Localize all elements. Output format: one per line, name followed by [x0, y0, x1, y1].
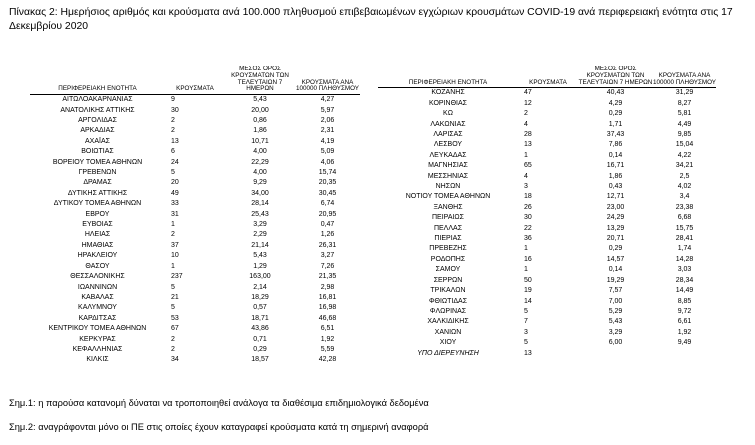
cases-cell: 1: [171, 262, 175, 270]
region-cell: ΙΩΑΝΝΙΝΩΝ: [77, 283, 118, 291]
table-row: [378, 140, 716, 150]
table-row: [30, 241, 360, 251]
table-row: [30, 137, 360, 147]
rate-cell: 3,4: [679, 193, 690, 201]
rate-cell: 15,75: [675, 224, 694, 232]
cases-cell: 24: [171, 158, 179, 166]
avg-cell: 7,00: [608, 297, 623, 305]
rate-cell: 7,26: [320, 262, 335, 270]
table-row: [30, 345, 360, 355]
cases-cell: 5: [171, 304, 175, 312]
region-cell: ΛΕΥΚΑΔΑΣ: [429, 151, 467, 159]
avg-cell: 4,29: [608, 99, 623, 107]
table-row: [378, 338, 716, 348]
table-row: [378, 255, 716, 265]
avg-cell: 20,71: [606, 235, 625, 243]
table-row: [30, 178, 360, 188]
table-row: [378, 182, 716, 192]
rate-cell: 2,5: [679, 172, 690, 180]
region-cell: ΦΛΩΡΙΝΑΣ: [429, 307, 467, 315]
table-row: [30, 335, 360, 345]
cases-cell: 31: [171, 210, 179, 218]
cases-cell: 1: [524, 266, 528, 274]
rate-cell: 6,74: [320, 200, 335, 208]
table-row: [378, 192, 716, 202]
cases-cell: 12: [524, 99, 532, 107]
table-row: [30, 324, 360, 334]
region-cell: ΒΟΙΩΤΙΑΣ: [81, 148, 114, 156]
avg-cell: 10,71: [251, 137, 269, 145]
avg-cell: 4,00: [253, 148, 267, 156]
cases-cell: 1: [524, 245, 528, 253]
rate-cell: 20,95: [318, 210, 337, 218]
table-row: [30, 168, 360, 178]
rate-cell: 42,28: [318, 356, 337, 364]
region-cell: ΗΡΑΚΛΕΙΟΥ: [77, 252, 118, 260]
region-cell: ΕΒΡΟΥ: [85, 210, 110, 218]
rate-cell: 20,35: [318, 179, 337, 187]
cases-cell: 3: [524, 328, 528, 336]
cases-cell: 5: [524, 339, 528, 347]
region-cell: ΚΕΦΑΛΛΗΝΙΑΣ: [72, 345, 123, 353]
rate-cell: 3,27: [320, 252, 335, 260]
table-row: [30, 189, 360, 199]
region-cell: ΚΟΡΙΝΘΙΑΣ: [429, 99, 467, 107]
avg-cell: 34,00: [251, 189, 269, 197]
header-avg: ΜΕΣΟΣ ΟΡΟΣ ΚΡΟΥΣΜΑΤΩΝ ΤΩΝ ΤΕΛΕΥΤΑΙΩΝ 7 ΗΜΕΡΩΝ: [231, 66, 289, 93]
cases-cell: 5: [171, 169, 175, 177]
rate-cell: 2,06: [320, 117, 335, 124]
table-row: [378, 109, 716, 119]
region-cell: ΜΑΓΝΗΣΙΑΣ: [428, 162, 468, 170]
cases-cell: 20: [171, 179, 179, 187]
cases-cell: 4: [524, 120, 528, 128]
cases-cell: 13: [524, 349, 532, 357]
rate-cell: 26,31: [318, 241, 337, 249]
region-cell: ΧΑΛΚΙΔΙΚΗΣ: [427, 318, 469, 326]
avg-cell: 20,00: [251, 106, 269, 114]
region-cell: ΒΟΡΕΙΟΥ ΤΟΜΕΑ ΑΘΗΝΩΝ: [52, 158, 143, 166]
cases-cell: 37: [171, 241, 179, 249]
avg-cell: 18,71: [251, 314, 269, 322]
cases-cell: 16: [524, 255, 532, 263]
avg-cell: 28,14: [251, 200, 269, 208]
avg-cell: 163,00: [249, 273, 271, 281]
region-cell: ΥΠΟ ΔΙΕΡΕΥΝΗΣΗ: [417, 349, 479, 357]
table-row: [378, 88, 716, 99]
rate-cell: 4,19: [320, 137, 335, 145]
region-cell: ΚΑΡΔΙΤΣΑΣ: [78, 314, 117, 322]
avg-cell: 0,14: [608, 151, 623, 159]
rate-cell: 4,22: [677, 151, 692, 159]
header-cases: ΚΡΟΥΣΜΑΤΑ: [176, 85, 214, 93]
cases-cell: 26: [524, 203, 532, 211]
rate-cell: 1,92: [677, 328, 692, 336]
table-row: [378, 120, 716, 130]
cases-cell: 53: [171, 314, 179, 322]
region-cell: ΣΑΜΟΥ: [435, 266, 461, 274]
region-cell: ΛΑΚΩΝΙΑΣ: [430, 120, 466, 128]
table-row: [30, 158, 360, 168]
cases-cell: 18: [524, 193, 532, 201]
cases-cell: 49: [171, 189, 179, 197]
cases-cell: 13: [524, 141, 532, 149]
avg-cell: 13,29: [606, 224, 625, 232]
region-cell: ΗΜΑΘΙΑΣ: [81, 241, 114, 249]
table-row: [30, 116, 360, 126]
region-cell: ΚΑΛΥΜΝΟΥ: [78, 304, 117, 312]
table-row: [30, 220, 360, 230]
cases-cell: 2: [171, 345, 175, 353]
rate-cell: 9,72: [677, 307, 692, 315]
avg-cell: 1,71: [608, 120, 623, 128]
region-cell: ΧΙΟΥ: [439, 339, 457, 347]
avg-cell: 24,29: [606, 214, 625, 222]
rate-cell: 0,47: [320, 221, 335, 229]
table-row: [378, 328, 716, 338]
cases-cell: 3: [524, 183, 528, 191]
region-cell: ΑΡΓΟΛΙΔΑΣ: [78, 117, 117, 124]
region-cell: ΠΡΕΒΕΖΗΣ: [429, 245, 467, 253]
rate-cell: 9,85: [677, 131, 692, 139]
cases-cell: 22: [524, 224, 532, 232]
table-row: [30, 210, 360, 220]
rate-cell: 14,28: [675, 255, 694, 263]
cases-cell: 237: [171, 273, 183, 281]
table-row: [30, 262, 360, 272]
region-cell: ΤΡΙΚΑΛΩΝ: [430, 287, 466, 295]
table-row: [378, 307, 716, 317]
region-cell: ΜΕΣΣΗΝΙΑΣ: [427, 172, 469, 180]
avg-cell: 4,00: [253, 169, 267, 177]
cases-cell: 9: [171, 96, 175, 104]
cases-cell: 34: [171, 356, 179, 364]
rate-cell: 21,35: [318, 273, 337, 281]
rate-cell: 5,97: [320, 106, 335, 114]
avg-cell: 2,14: [253, 283, 267, 291]
rate-cell: 16,98: [318, 304, 337, 312]
header-cases: ΚΡΟΥΣΜΑΤΑ: [529, 78, 567, 86]
region-cell: ΚΩ: [443, 110, 453, 118]
table-row: [30, 230, 360, 240]
rate-cell: 8,27: [677, 99, 692, 107]
header-rate: ΚΡΟΥΣΜΑΤΑ ΑΝΑ 100000 ΠΛΗΘΥΣΜΟΥ: [653, 71, 716, 86]
avg-cell: 1,29: [253, 262, 267, 270]
avg-cell: 1,86: [608, 172, 623, 180]
avg-cell: 18,57: [251, 356, 269, 364]
table-row: [378, 234, 716, 244]
cases-cell: 4: [524, 172, 528, 180]
cases-cell: 5: [524, 307, 528, 315]
table-row: [30, 199, 360, 209]
header-region: ΠΕΡΙΦΕΡΕΙΑΚΗ ΕΝΟΤΗΤΑ: [58, 85, 137, 93]
table-row: [378, 161, 716, 171]
cases-cell: 1: [524, 151, 528, 159]
region-cell: ΚΑΒΑΛΑΣ: [81, 293, 114, 301]
table-row: [30, 147, 360, 157]
cases-cell: 14: [524, 297, 532, 305]
region-cell: ΑΝΑΤΟΛΙΚΗΣ ΑΤΤΙΚΗΣ: [60, 106, 135, 114]
avg-cell: 22,29: [251, 158, 269, 166]
header-row: [378, 66, 716, 88]
table-left: [30, 66, 360, 366]
cases-cell: 10: [171, 252, 179, 260]
rate-cell: 28,41: [675, 235, 694, 243]
avg-cell: 0,29: [608, 245, 623, 253]
region-cell: ΘΕΣΣΑΛΟΝΙΚΗΣ: [70, 273, 125, 281]
avg-cell: 7,57: [608, 287, 623, 295]
region-cell: ΕΥΒΟΙΑΣ: [82, 221, 113, 229]
region-cell: ΔΥΤΙΚΗΣ ΑΤΤΙΚΗΣ: [67, 189, 128, 197]
region-cell: ΞΑΝΘΗΣ: [433, 203, 463, 211]
table-row: [378, 99, 716, 109]
table-left-body: [30, 95, 360, 366]
avg-cell: 5,43: [253, 252, 267, 260]
avg-cell: 0,57: [253, 304, 267, 312]
table-right-body: [378, 88, 716, 359]
table-row: [378, 213, 716, 223]
table-row: [30, 272, 360, 282]
header-avg: ΜΕΣΟΣ ΟΡΟΣ ΚΡΟΥΣΜΑΤΩΝ ΤΩΝ ΤΕΛΕΥΤΑΙΩΝ 7 ΗΜΕΡΩΝ: [578, 66, 653, 86]
avg-cell: 7,86: [608, 141, 623, 149]
region-cell: ΔΡΑΜΑΣ: [83, 179, 112, 187]
region-cell: ΓΡΕΒΕΝΩΝ: [78, 169, 117, 177]
region-cell: ΝΗΣΩΝ: [435, 183, 461, 191]
region-cell: ΚΕΡΚΥΡΑΣ: [79, 335, 116, 343]
rate-cell: 8,85: [677, 297, 692, 305]
table-row: [378, 349, 716, 359]
table-row: [30, 106, 360, 116]
cases-cell: 2: [171, 335, 175, 343]
table-row: [378, 151, 716, 161]
cases-cell: 19: [524, 287, 532, 295]
table-row: [30, 283, 360, 293]
region-cell: ΦΘΙΩΤΙΔΑΣ: [428, 297, 468, 305]
rate-cell: [653, 349, 716, 359]
table-row: [378, 286, 716, 296]
avg-cell: 5,43: [253, 96, 267, 104]
avg-cell: 0,29: [608, 110, 623, 118]
cases-cell: 33: [171, 200, 179, 208]
cases-cell: 2: [524, 110, 528, 118]
table-row: [378, 297, 716, 307]
table-row: [30, 126, 360, 136]
avg-cell: 43,86: [251, 325, 269, 333]
rate-cell: 5,81: [677, 110, 692, 118]
table-row: [378, 276, 716, 286]
rate-cell: 2,31: [320, 127, 335, 135]
cases-cell: 65: [524, 162, 532, 170]
cases-cell: 36: [524, 235, 532, 243]
table-row: [378, 130, 716, 140]
avg-cell: 3,29: [608, 328, 623, 336]
table-row: [30, 95, 360, 106]
region-cell: ΑΡΚΑΔΙΑΣ: [80, 127, 115, 135]
region-cell: ΛΑΡΙΣΑΣ: [433, 131, 463, 139]
avg-cell: 2,29: [253, 231, 267, 239]
region-cell: ΔΥΤΙΚΟΥ ΤΟΜΕΑ ΑΘΗΝΩΝ: [53, 200, 142, 208]
region-cell: ΚΙΛΚΙΣ: [86, 356, 109, 364]
table-row: [378, 224, 716, 234]
header-row: [30, 66, 360, 95]
rate-cell: 5,09: [320, 148, 335, 156]
avg-cell: 16,71: [606, 162, 625, 170]
table-row: [378, 172, 716, 182]
avg-cell: 9,29: [253, 179, 267, 187]
avg-cell: 12,71: [606, 193, 625, 201]
region-cell: ΗΛΕΙΑΣ: [84, 231, 111, 239]
avg-cell: 19,29: [606, 276, 625, 284]
cases-cell: 6: [171, 148, 175, 156]
avg-cell: 0,43: [608, 183, 623, 191]
region-cell: ΑΙΤΩΛΟΑΚΑΡΝΑΝΙΑΣ: [62, 96, 133, 104]
avg-cell: 37,43: [606, 131, 625, 139]
cases-cell: 5: [171, 283, 175, 291]
region-cell: ΣΕΡΡΩΝ: [433, 276, 463, 284]
rate-cell: 4,02: [677, 183, 692, 191]
rate-cell: 31,29: [675, 89, 694, 97]
avg-cell: 40,43: [606, 89, 625, 97]
rate-cell: 6,68: [677, 214, 692, 222]
region-cell: ΘΑΣΟΥ: [85, 262, 110, 270]
rate-cell: 16,81: [318, 293, 337, 301]
avg-cell: 5,43: [608, 318, 623, 326]
avg-cell: 5,29: [608, 307, 623, 315]
rate-cell: 4,49: [677, 120, 692, 128]
rate-cell: 3,03: [677, 266, 692, 274]
cases-cell: 2: [171, 127, 175, 135]
avg-cell: 18,29: [251, 293, 269, 301]
region-cell: ΝΟΤΙΟΥ ΤΟΜΕΑ ΑΘΗΝΩΝ: [405, 193, 491, 201]
table-row: [30, 251, 360, 261]
cases-cell: 47: [524, 89, 532, 97]
rate-cell: 14,49: [675, 287, 694, 295]
table-row: [378, 203, 716, 213]
avg-cell: 25,43: [251, 210, 269, 218]
avg-cell: 6,00: [608, 339, 623, 347]
note-1: Σημ.1: η παρούσα κατανομή δύναται να τροποποιηθεί ανάλογα τα διαθέσιμα επιδημιολογικά δεδομένα: [9, 398, 429, 408]
cases-cell: 21: [171, 293, 179, 301]
rate-cell: 4,27: [320, 96, 335, 104]
rate-cell: 4,06: [320, 158, 335, 166]
region-cell: ΚΟΖΑΝΗΣ: [431, 89, 465, 97]
rate-cell: 5,59: [320, 345, 335, 353]
region-cell: ΠΕΙΡΑΙΩΣ: [432, 214, 464, 222]
table-row: [378, 265, 716, 275]
avg-cell: 1,86: [253, 127, 267, 135]
cases-cell: 13: [171, 137, 179, 145]
region-cell: ΠΙΕΡΙΑΣ: [434, 235, 462, 243]
avg-cell: [578, 349, 653, 359]
rate-cell: 15,04: [675, 141, 694, 149]
rate-cell: 1,74: [677, 245, 692, 253]
rate-cell: 46,68: [318, 314, 337, 322]
table-row: [378, 244, 716, 254]
note-2: Σημ.2: αναγράφονται μόνο οι ΠΕ στις οποίες έχουν καταγραφεί κρούσματα κατά τη σημερινή αναφορά: [9, 422, 429, 432]
avg-cell: 21,14: [251, 241, 269, 249]
cases-cell: 2: [171, 231, 175, 239]
rate-cell: 1,92: [320, 335, 335, 343]
header-rate: ΚΡΟΥΣΜΑΤΑ ΑΝΑ 100000 ΠΛΗΘΥΣΜΟΥ: [296, 78, 359, 93]
header-region: ΠΕΡΙΦΕΡΕΙΑΚΗ ΕΝΟΤΗΤΑ: [408, 78, 488, 86]
table-row: [30, 314, 360, 324]
table-row: [30, 293, 360, 303]
table-right: [378, 66, 716, 359]
avg-cell: 0,14: [608, 266, 623, 274]
avg-cell: 0,29: [253, 345, 267, 353]
rate-cell: 9,49: [677, 339, 692, 347]
table-row: [30, 355, 360, 365]
avg-cell: 0,71: [253, 335, 267, 343]
avg-cell: 23,00: [606, 203, 625, 211]
table-row: [30, 303, 360, 313]
avg-cell: 0,86: [253, 117, 267, 124]
region-cell: ΧΑΝΙΩΝ: [434, 328, 462, 336]
rate-cell: 2,98: [320, 283, 335, 291]
region-cell: ΡΟΔΟΠΗΣ: [430, 255, 466, 263]
avg-cell: 14,57: [606, 255, 625, 263]
rate-cell: 28,34: [675, 276, 694, 284]
region-cell: ΠΕΛΛΑΣ: [433, 224, 463, 232]
cases-cell: 50: [524, 276, 532, 284]
cases-cell: 28: [524, 131, 532, 139]
region-cell: ΑΧΑΪΑΣ: [85, 137, 110, 145]
region-cell: ΛΕΣΒΟΥ: [433, 141, 463, 149]
rate-cell: 15,74: [318, 169, 337, 177]
cases-cell: 30: [171, 106, 179, 114]
rate-cell: 6,51: [320, 325, 335, 333]
rate-cell: 30,45: [318, 189, 337, 197]
cases-cell: 7: [524, 318, 528, 326]
cases-cell: 2: [171, 117, 175, 124]
avg-cell: 3,29: [253, 221, 267, 229]
table-title: Πίνακας 2: Ημερήσιος αριθμός και κρούσματα ανά 100.000 πληθυσμού επιβεβαιωμένων εγχώριων κρουσμάτων COVID-19 ανά περιφερειακή ενότητα στις 17 Δεκεμβρίου 2020: [9, 7, 733, 32]
table-row: [378, 317, 716, 327]
rate-cell: 1,26: [320, 231, 335, 239]
region-cell: ΚΕΝΤΡΙΚΟΥ ΤΟΜΕΑ ΑΘΗΝΩΝ: [48, 325, 147, 333]
cases-cell: 30: [524, 214, 532, 222]
cases-cell: 67: [171, 325, 179, 333]
rate-cell: 34,21: [675, 162, 694, 170]
rate-cell: 23,38: [675, 203, 694, 211]
cases-cell: 1: [171, 221, 175, 229]
rate-cell: 6,61: [677, 318, 692, 326]
